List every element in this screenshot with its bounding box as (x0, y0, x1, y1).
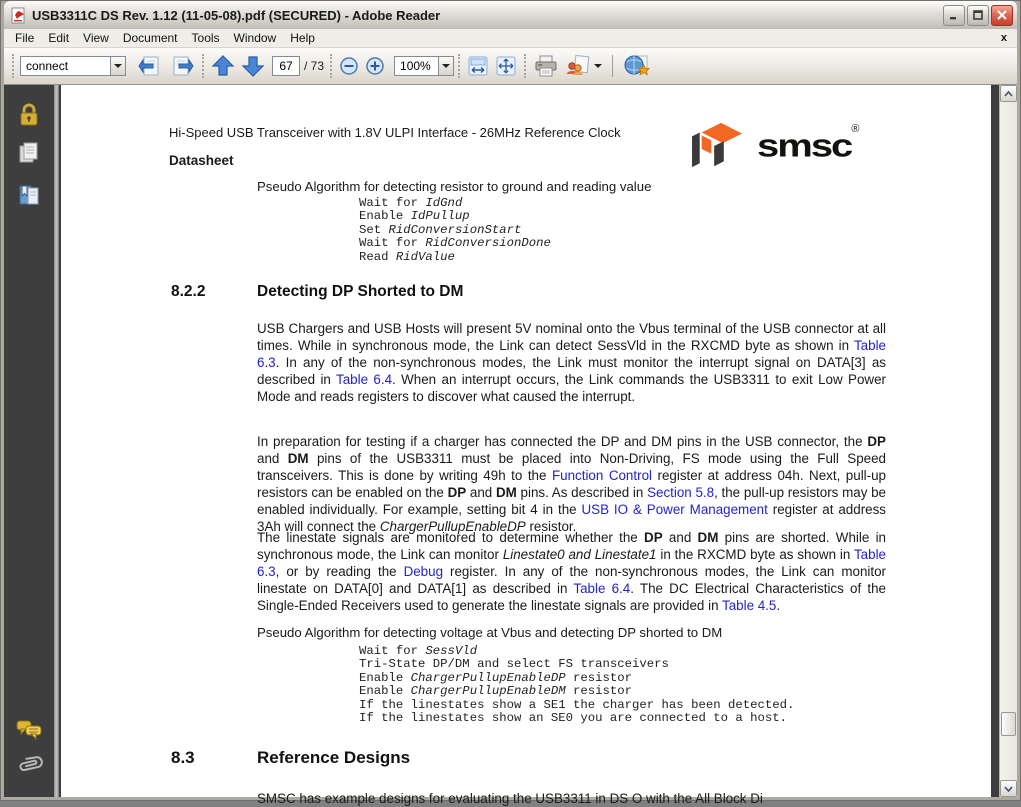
clipped-paragraph: SMSC has example designs for evaluating the USB3311 in DS O with the All Block Di (257, 791, 763, 806)
page-count-label: / 73 (304, 59, 325, 73)
zoom-level-value[interactable]: 100% (394, 56, 438, 76)
zoom-out-icon (339, 56, 359, 76)
content-area (4, 85, 1017, 806)
code-line (359, 210, 551, 223)
text-segment: In preparation for testing if a charger has connected the DP and DM pins in the USB connector, the (257, 434, 868, 449)
fit-page-button[interactable] (492, 53, 520, 79)
doc-link[interactable]: Section 5.8 (647, 485, 715, 500)
text-segment: DM (697, 530, 719, 545)
connect-search-input[interactable]: connect (20, 56, 110, 76)
algo2-code-block (359, 645, 794, 725)
text-segment: IdPullup (410, 209, 470, 224)
text-segment: SessVld (425, 644, 478, 658)
text-segment: DP (447, 485, 467, 500)
scroll-down-button[interactable] (1000, 780, 1017, 797)
toolbar-separator (612, 55, 613, 77)
text-segment: Wait for (359, 236, 426, 251)
security-panel-button[interactable] (15, 101, 43, 129)
doc-link[interactable]: Table 4.5 (722, 598, 777, 613)
text-segment: and (662, 530, 698, 545)
text-segment: Wait for (359, 644, 426, 658)
zoom-out-button[interactable] (336, 54, 362, 78)
paperclip-icon (16, 752, 42, 782)
toolbar-separator (202, 54, 204, 78)
fit-width-icon (467, 55, 489, 77)
menu-window[interactable]: Window (233, 31, 277, 45)
menu-file[interactable]: File (15, 31, 35, 45)
online-services-button[interactable] (620, 52, 654, 80)
text-segment: Linestate0 and Linestate1 (502, 547, 657, 562)
doc-link[interactable]: Function Control (551, 468, 652, 483)
attachments-panel-button[interactable] (15, 753, 43, 781)
chevron-up-icon (1004, 91, 1013, 97)
smsc-logo (689, 121, 859, 171)
section-title: Reference Designs (257, 748, 411, 767)
document-view[interactable] (59, 85, 999, 806)
bookmarks-panel-button[interactable] (15, 181, 43, 209)
paragraph (257, 320, 886, 405)
code-line (359, 699, 794, 712)
titlebar[interactable] (4, 1, 1017, 29)
menubar (4, 29, 1017, 48)
toolbar-separator (458, 54, 460, 78)
window-title: USB3311C DS Rev. 1.12 (11-05-08).pdf (SECURED) - Adobe Reader (32, 7, 441, 23)
registered-trademark-icon: ® (851, 123, 860, 135)
text-segment: resistor (565, 684, 633, 699)
bookmarks-icon (16, 182, 42, 208)
zoom-dropdown-arrow[interactable] (438, 56, 454, 76)
menubar-close-icon[interactable]: x (1000, 32, 1007, 44)
code-line (359, 672, 794, 685)
doc-link[interactable]: Debug (403, 564, 444, 579)
section-heading-83 (171, 748, 410, 768)
email-share-icon (565, 54, 591, 78)
code-line (359, 658, 794, 671)
text-segment: , or by reading the (275, 564, 404, 579)
code-line (359, 645, 794, 658)
maximize-icon (973, 10, 983, 20)
pages-panel-button[interactable] (15, 139, 43, 167)
paragraph (257, 433, 886, 535)
fit-width-button[interactable] (464, 53, 492, 79)
menu-view[interactable]: View (83, 31, 109, 45)
close-button[interactable] (991, 5, 1013, 26)
toolbar-separator (330, 54, 332, 78)
fit-page-icon (495, 55, 517, 77)
text-segment: DP (867, 434, 886, 449)
text-segment: . The DC Electrical Characteristics of the Single-Ended Receivers used to generate the linestate signals are provided in (257, 581, 886, 613)
paragraph (257, 529, 886, 614)
maximize-button[interactable] (967, 5, 989, 26)
zoom-level-select[interactable] (394, 56, 454, 76)
pages-icon (16, 140, 42, 166)
code-line (359, 197, 551, 210)
page-header-doctype: Datasheet (169, 153, 234, 168)
text-segment: , the pull-up resistors may be enabled individually. For example, setting bit 4 in the (257, 485, 886, 517)
text-segment: DM (287, 451, 309, 466)
text-segment: Enable (359, 209, 411, 224)
page-number-input[interactable]: 67 (272, 56, 300, 76)
code-line (359, 224, 551, 237)
text-segment: . In any of the non-synchronous modes, the Link must monitor the interrupt signal on DATA[3] as described in (257, 355, 886, 387)
text-segment: DM (495, 485, 517, 500)
text-segment: resistor. (525, 519, 577, 534)
code-line (359, 685, 794, 698)
text-segment: ChargerPullupEnableDP (379, 519, 526, 534)
section-heading-822 (171, 283, 463, 301)
text-segment: pins. As described in (516, 485, 648, 500)
doc-link[interactable]: Table 6.4 (336, 372, 393, 387)
next-page-arrow-icon (241, 54, 265, 78)
text-segment: resistor (565, 670, 633, 685)
scrollbar-thumb[interactable] (1001, 712, 1016, 736)
code-line (359, 251, 551, 264)
smsc-logo-text: smsc (757, 127, 852, 165)
algo1-code-block (359, 197, 551, 264)
menu-document[interactable]: Document (122, 31, 178, 45)
text-segment: IdGnd (425, 196, 463, 210)
text-segment: The linestate signals are monitored to determine whether the (257, 530, 645, 545)
toolbar-separator (524, 54, 526, 78)
comments-icon (15, 718, 43, 742)
section-number: 8.3 (171, 748, 195, 767)
print-icon (533, 54, 559, 78)
lock-icon (16, 102, 42, 128)
text-segment: register at address 3Ah will connect the (257, 502, 886, 534)
window-controls (943, 5, 1013, 26)
text-segment: and (466, 485, 496, 500)
text-segment: register. In any of the non-synchronous modes, the Link can monitor linestate on DATA[0] and DATA[1] as described in (257, 564, 886, 596)
close-icon (997, 10, 1007, 20)
toolbar (4, 48, 1017, 85)
text-segment: USB Chargers and USB Hosts will present 5V nominal onto the Vbus terminal of the USB connector at all times. While in synchronous mode, the Link can detect SessVld in the RXCMD byte as shown in (257, 321, 886, 353)
text-segment: Enable (359, 670, 411, 685)
connect-search-box[interactable] (20, 56, 126, 76)
toolbar-gripper[interactable] (12, 54, 14, 78)
menu-edit[interactable]: Edit (48, 31, 70, 45)
code-line (359, 237, 551, 250)
text-segment: ChargerPullupEnableDM (410, 684, 566, 699)
text-segment: in the RXCMD byte as shown in (656, 547, 854, 562)
text-segment: If the linestates show an SE0 you are connected to a host. (359, 711, 788, 726)
online-services-globe-icon (623, 54, 651, 78)
text-segment: Read (359, 249, 396, 264)
text-segment: . (776, 598, 781, 613)
previous-page-button[interactable] (208, 52, 238, 80)
code-line (359, 712, 794, 725)
doc-link[interactable]: Table 6.3 (257, 338, 886, 370)
text-segment: ChargerPullupEnableDP (410, 670, 566, 685)
text-segment: Set (359, 222, 389, 237)
navigation-sidebar (4, 85, 54, 797)
comments-panel-button[interactable] (15, 716, 43, 744)
text-segment: Enable (359, 684, 411, 699)
text-segment: DP (644, 530, 663, 545)
text-segment: . When an interrupt occurs, the Link commands the USB3311 to exit Low Power Mode and reads registers to discover what caused the interrupt. (257, 372, 886, 404)
print-button[interactable] (530, 52, 562, 80)
smsc-logo-mark-icon (689, 121, 747, 171)
section-title: Detecting DP Shorted to DM (257, 283, 464, 300)
next-view-button[interactable] (166, 53, 198, 79)
doc-link[interactable]: USB IO & Power Management (581, 502, 768, 517)
text-segment: pins are shorted. While in synchronous mode, the Link can monitor (257, 530, 886, 562)
chevron-down-icon (114, 64, 122, 68)
next-view-icon (169, 55, 195, 77)
minimize-button[interactable] (943, 5, 965, 26)
text-segment: RidConversionStart (388, 222, 522, 237)
zoom-in-button[interactable] (362, 54, 388, 78)
next-page-button[interactable] (238, 52, 268, 80)
chevron-down-icon (442, 64, 450, 68)
previous-view-icon (137, 55, 163, 77)
connect-dropdown-arrow[interactable] (110, 56, 126, 76)
text-segment: If the linestates show a SE1 the charger has been detected. (359, 697, 795, 712)
algo1-intro: Pseudo Algorithm for detecting resistor to ground and reading value (257, 179, 652, 194)
algo2-intro: Pseudo Algorithm for detecting voltage at Vbus and detecting DP shorted to DM (257, 625, 723, 640)
vertical-scrollbar[interactable] (999, 85, 1017, 797)
text-segment: Tri-State DP/DM and select FS transceivers (359, 657, 669, 672)
page-header-title: Hi-Speed USB Transceiver with 1.8V ULPI Interface - 26MHz Reference Clock (169, 125, 621, 140)
previous-view-button[interactable] (134, 53, 166, 79)
text-segment: register at address 04h. Next, pull-up resistors can be enabled on the (257, 468, 887, 500)
section-number: 8.2.2 (171, 283, 206, 300)
menu-help[interactable]: Help (290, 31, 315, 45)
minimize-icon (949, 10, 959, 20)
doc-link[interactable]: Table 6.4 (573, 581, 631, 596)
zoom-in-icon (365, 56, 385, 76)
pdf-page (61, 85, 991, 806)
chevron-down-icon (1004, 786, 1013, 792)
text-segment: and (257, 451, 288, 466)
scroll-up-button[interactable] (1000, 85, 1017, 102)
text-segment: pins of the USB3311 must be placed into Non-Driving, FS mode using the Full Speed transceivers. This is done by writing 49h to the (257, 451, 886, 483)
chevron-down-icon (594, 64, 602, 68)
menu-tools[interactable]: Tools (191, 31, 220, 45)
email-share-button[interactable] (562, 52, 605, 80)
text-segment: Wait for (359, 196, 426, 210)
doc-link[interactable]: Table 6.3 (257, 547, 886, 579)
text-segment: RidConversionDone (425, 236, 551, 251)
pdf-document-icon (10, 7, 27, 24)
text-segment: RidValue (395, 249, 455, 264)
previous-page-arrow-icon (211, 54, 235, 78)
